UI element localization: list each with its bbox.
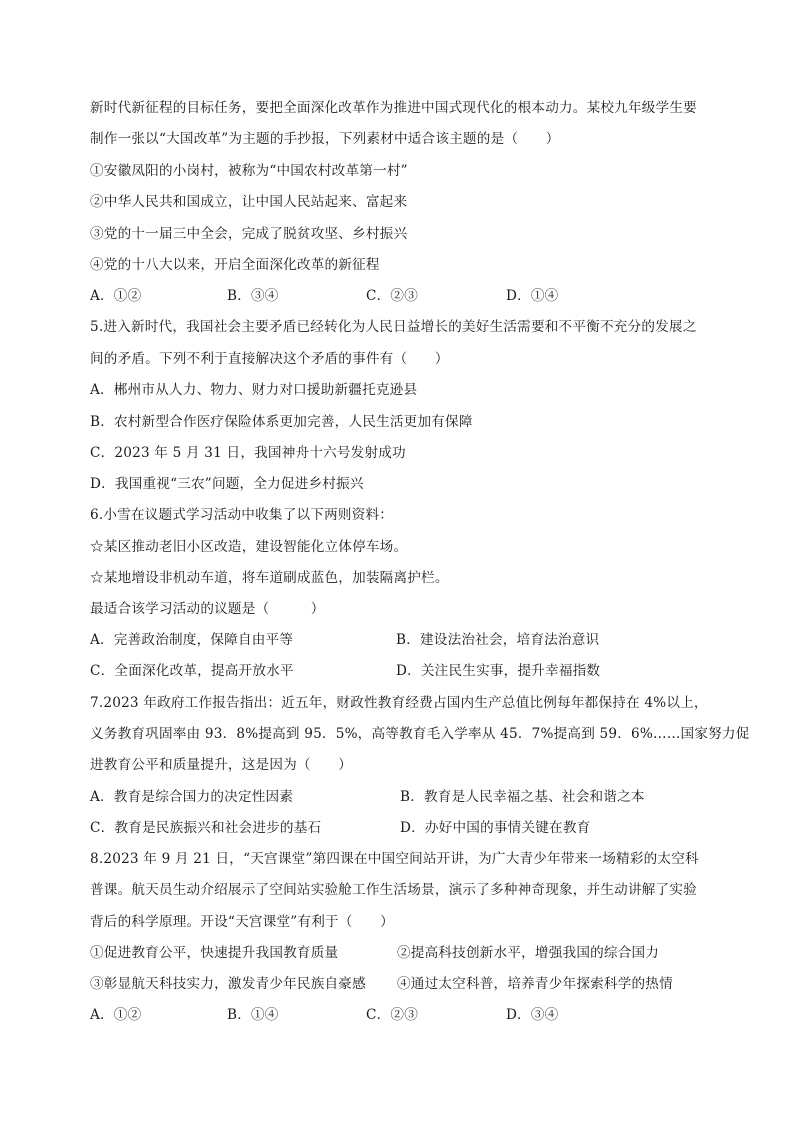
question-5-text: 5.进入新时代，我国社会主要矛盾已经转化为人民日益增长的美好生活需要和不平衡不充分的发展之 [90, 319, 697, 335]
statement-item: ③党的十一届三中全会，完成了脱贫攻坚、乡村振兴 [90, 226, 408, 242]
question-5-text: 间的矛盾。下列不利于直接解决这个矛盾的事件有（ ） [90, 351, 449, 367]
question-6-prompt: 最适合该学习活动的议题是（ ） [90, 601, 325, 617]
answer-option-d: D．①④ [506, 288, 559, 304]
answer-option-a: A．完善政治制度，保障自由平等 [90, 632, 294, 648]
question-8-text: 普课。航天员生动介绍展示了空间站实验舱工作生活场景，演示了多种神奇现象，并生动讲解了实验 [90, 882, 697, 898]
answer-option-b: B．③④ [227, 288, 279, 304]
answer-option-b: B．①④ [227, 1007, 279, 1023]
answer-option-d: D．办好中国的事情关键在教育 [400, 820, 591, 836]
statement-item: ③彰显航天科技实力，激发青少年民族自豪感 [90, 976, 366, 992]
answer-option-c: C．②③ [366, 288, 418, 304]
answer-option-a: A．①② [90, 1007, 142, 1023]
material-item: ☆某区推动老旧小区改造，建设智能化立体停车场。 [90, 539, 408, 555]
answer-option-a: A．①② [90, 288, 142, 304]
answer-option-c: C．全面深化改革，提高开放水平 [90, 663, 294, 679]
material-item: ☆某地增设非机动车道，将车道刷成蓝色，加装隔离护栏。 [90, 570, 449, 586]
question-7-text: 7.2023 年政府工作报告指出：近五年，财政性教育经费占国内生产总值比例每年都保持在 4%以上， [90, 695, 708, 711]
statement-item: ④党的十八大以来，开启全面深化改革的新征程 [90, 257, 380, 273]
answer-option-b: B．建设法治社会，培育法治意识 [396, 632, 600, 648]
answer-option-c: C．2023 年 5 月 31 日，我国神舟十六号发射成功 [90, 445, 406, 461]
question-text: 新时代新征程的目标任务，要把全面深化改革作为推进中国式现代化的根本动力。某校九年级学生要 [90, 100, 697, 116]
question-text: 制作一张以“大国改革”为主题的手抄报，下列素材中适合该主题的是（ ） [90, 131, 560, 147]
question-8-text: 8.2023 年 9 月 21 日，“天宫课堂”第四课在中国空间站开讲，为广大青少年带来一场精彩的太空科 [90, 851, 699, 867]
answer-option-d: D．③④ [506, 1007, 559, 1023]
question-7-text: 义务教育巩固率由 93．8%提高到 95．5%，高等教育毛入学率从 45．7%提高到 59．6%……国家努力促 [90, 726, 750, 742]
answer-option-c: C．教育是民族振兴和社会进步的基石 [90, 820, 322, 836]
statement-item: ②提高科技创新水平，增强我国的综合国力 [397, 945, 660, 961]
answer-option-a: A．教育是综合国力的决定性因素 [90, 789, 294, 805]
statement-item: ①安徽凤阳的小岗村，被称为“中国农村改革第一村” [90, 163, 408, 179]
question-8-text: 背后的科学原理。开设“天宫课堂”有利于（ ） [90, 914, 394, 930]
answer-option-c: C．②③ [366, 1007, 418, 1023]
answer-option-a: A．郴州市从人力、物力、财力对口援助新疆托克逊县 [90, 382, 418, 398]
answer-option-b: B．农村新型合作医疗保险体系更加完善，人民生活更加有保障 [90, 414, 473, 430]
statement-item: ①促进教育公平，快速提升我国教育质量 [90, 945, 339, 961]
answer-option-d: D．关注民生实事，提升幸福指数 [396, 663, 601, 679]
answer-option-d: D．我国重视“三农”问题，全力促进乡村振兴 [90, 476, 364, 492]
question-7-text: 进教育公平和质量提升，这是因为（ ） [90, 757, 353, 773]
statement-item: ②中华人民共和国成立，让中国人民站起来、富起来 [90, 194, 408, 210]
statement-item: ④通过太空科普，培养青少年探索科学的热情 [397, 976, 673, 992]
question-6-text: 6.小雪在议题式学习活动中收集了以下两则资料： [90, 507, 394, 523]
answer-option-b: B．教育是人民幸福之基、社会和谐之本 [400, 789, 645, 805]
